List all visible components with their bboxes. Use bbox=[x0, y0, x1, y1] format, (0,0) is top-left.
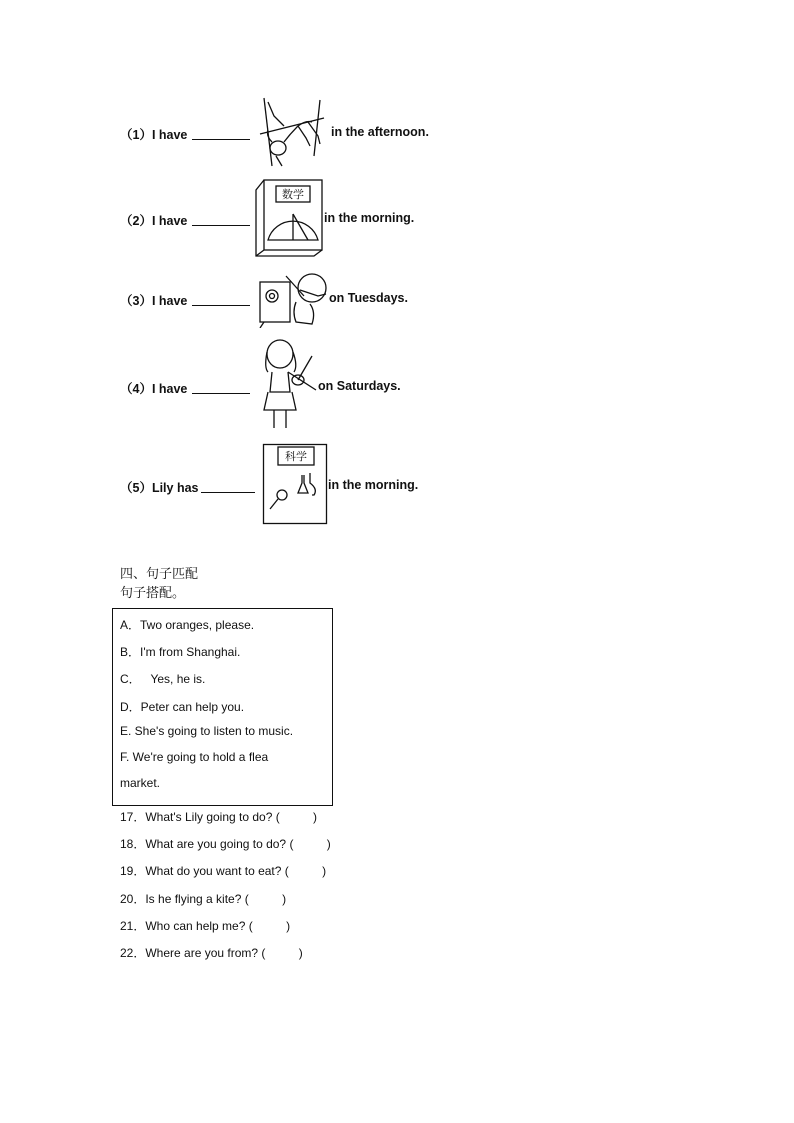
book-label: 科学 bbox=[285, 450, 307, 463]
answer-blank[interactable] bbox=[192, 379, 250, 394]
high-jump-icon bbox=[258, 96, 326, 168]
section-title: 四、句子匹配 bbox=[120, 566, 199, 581]
option-e: E. She's going to listen to music. bbox=[120, 724, 294, 738]
science-book-icon bbox=[262, 443, 328, 525]
book-label: 数学 bbox=[282, 188, 304, 201]
option-c: C． Yes, he is. bbox=[120, 672, 206, 686]
question-21[interactable]: 21．Who can help me? ( ) bbox=[120, 919, 291, 933]
option-f-continued: market. bbox=[120, 776, 161, 790]
painting-child-icon bbox=[256, 266, 330, 328]
question-20[interactable]: 20．Is he flying a kite? ( ) bbox=[120, 892, 287, 906]
answer-blank[interactable] bbox=[192, 211, 250, 226]
option-a: A．Two oranges, please. bbox=[120, 618, 255, 632]
violin-girl-icon bbox=[258, 336, 320, 432]
item-phrase: in the morning. bbox=[328, 478, 419, 492]
item-number: （3）I have bbox=[120, 294, 188, 308]
option-d: D．Peter can help you. bbox=[120, 700, 245, 714]
answer-blank[interactable] bbox=[192, 291, 250, 306]
option-f: F. We're going to hold a flea bbox=[120, 750, 269, 764]
question-19[interactable]: 19．What do you want to eat? ( ) bbox=[120, 864, 327, 878]
section-subtitle: 句子搭配。 bbox=[120, 585, 186, 600]
option-b: B．I'm from Shanghai. bbox=[120, 645, 241, 659]
item-number: （4）I have bbox=[120, 382, 188, 396]
math-book-icon bbox=[254, 178, 324, 258]
item-phrase: on Saturdays. bbox=[318, 379, 401, 393]
item-number: （1）I have bbox=[120, 128, 188, 142]
question-17[interactable]: 17．What's Lily going to do? ( ) bbox=[120, 810, 318, 824]
question-18[interactable]: 18．What are you going to do? ( ) bbox=[120, 837, 331, 851]
item-phrase: in the morning. bbox=[324, 211, 415, 225]
answer-blank[interactable] bbox=[201, 478, 255, 493]
item-phrase: in the afternoon. bbox=[331, 125, 429, 139]
question-22[interactable]: 22．Where are you from? ( ) bbox=[120, 946, 303, 960]
answer-blank[interactable] bbox=[192, 125, 250, 140]
item-number: （5）Lily has bbox=[120, 481, 199, 495]
item-number: （2）I have bbox=[120, 214, 188, 228]
item-phrase: on Tuesdays. bbox=[329, 291, 408, 305]
